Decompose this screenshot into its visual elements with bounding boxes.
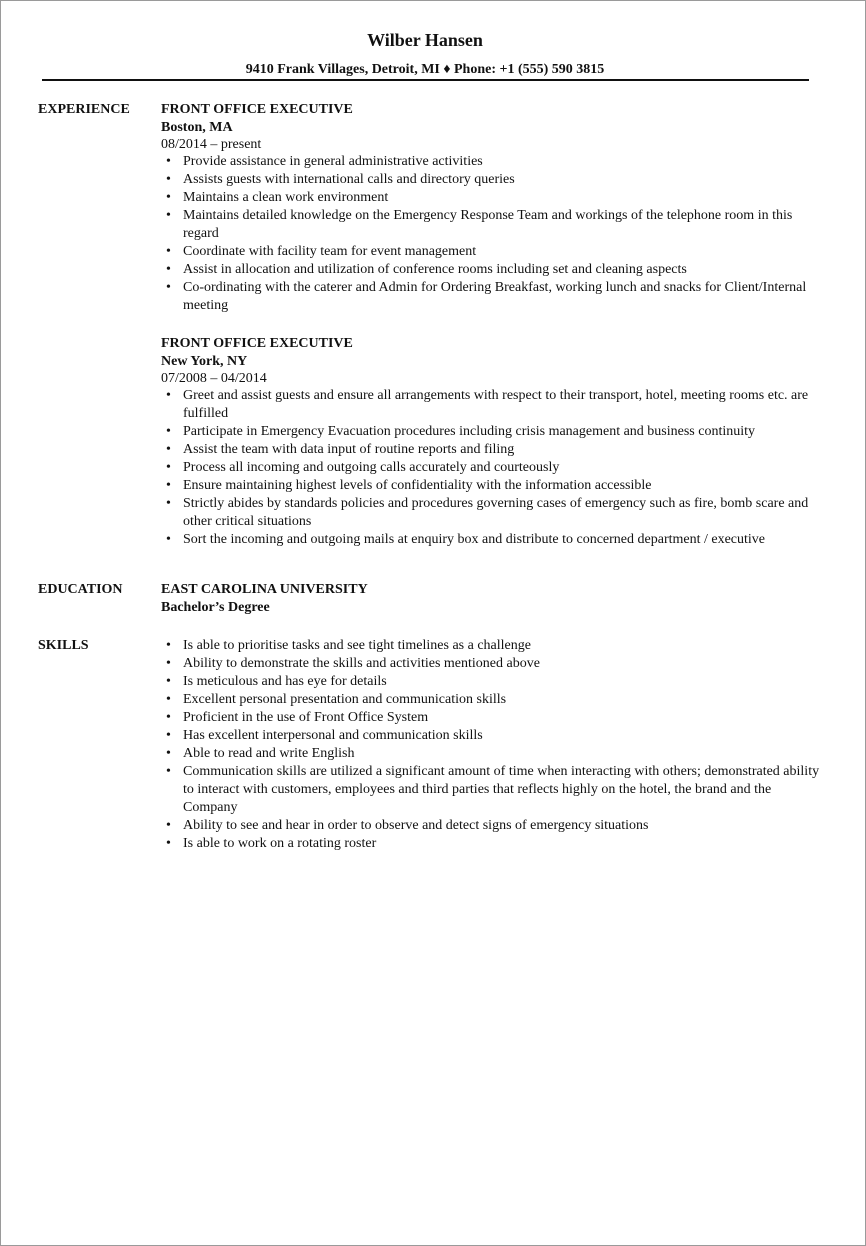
job-entry — [161, 335, 821, 549]
list-item: • Coordinate with facility team for event management — [161, 243, 821, 261]
list-item: • Co-ordinating with the caterer and Admin for Ordering Breakfast, working lunch and snacks for Client/Internal meeting — [161, 279, 821, 315]
job-dates: 08/2014 – present — [161, 137, 262, 152]
header-divider — [42, 79, 809, 81]
list-item: • Sort the incoming and outgoing mails at enquiry box and distribute to concerned department / executive — [161, 531, 821, 549]
job-dates: 07/2008 – 04/2014 — [161, 371, 267, 386]
list-item: • Process all incoming and outgoing calls accurately and courteously — [161, 459, 821, 477]
school-name: EAST CAROLINA UNIVERSITY — [161, 582, 368, 597]
list-item: • Assist in allocation and utilization of conference rooms including set and cleaning aspects — [161, 261, 821, 279]
job-location: Boston, MA — [161, 120, 233, 135]
list-item: • Ability to demonstrate the skills and activities mentioned above — [161, 655, 821, 673]
list-item: • Provide assistance in general administrative activities — [161, 153, 821, 171]
list-item: • Maintains detailed knowledge on the Emergency Response Team and workings of the telephone room in this regard — [161, 207, 821, 243]
list-item: • Assists guests with international calls and directory queries — [161, 171, 821, 189]
job-title: FRONT OFFICE EXECUTIVE — [161, 336, 353, 351]
list-item: • Able to read and write English — [161, 745, 821, 763]
experience-body — [161, 101, 821, 563]
list-item: • Communication skills are utilized a significant amount of time when interacting with others; demonstrated ability to interact with customers, employees and third parties that reflects highly on the hotel, the brand and the Company — [161, 763, 821, 817]
job-entry — [161, 101, 821, 315]
list-item: • Ensure maintaining highest levels of confidentiality with the information accessible — [161, 477, 821, 495]
list-item: • Excellent personal presentation and communication skills — [161, 691, 821, 709]
degree: Bachelor’s Degree — [161, 600, 270, 615]
candidate-name: Wilber Hansen — [367, 30, 483, 50]
skills-body — [161, 637, 821, 853]
list-item: • Greet and assist guests and ensure all arrangements with respect to their transport, hotel, meeting rooms etc. are fulfilled — [161, 387, 821, 423]
job-bullets — [161, 387, 821, 549]
job-title: FRONT OFFICE EXECUTIVE — [161, 102, 353, 117]
resume-header — [40, 28, 810, 79]
job-bullets — [161, 153, 821, 315]
section-label-education: EDUCATION — [38, 582, 123, 597]
list-item: • Has excellent interpersonal and communication skills — [161, 727, 821, 745]
section-label-experience: EXPERIENCE — [38, 102, 130, 117]
education-body — [161, 581, 821, 617]
list-item: • Assist the team with data input of routine reports and filing — [161, 441, 821, 459]
list-item: • Ability to see and hear in order to observe and detect signs of emergency situations — [161, 817, 821, 835]
job-location: New York, NY — [161, 354, 248, 369]
list-item: • Maintains a clean work environment — [161, 189, 821, 207]
list-item: • Proficient in the use of Front Office System — [161, 709, 821, 727]
skills-list — [161, 637, 821, 853]
list-item: • Strictly abides by standards policies and procedures governing cases of emergency such as fire, bomb scare and other critical situations — [161, 495, 821, 531]
section-label-skills: SKILLS — [38, 638, 89, 653]
list-item: • Participate in Emergency Evacuation procedures including crisis management and business continuity — [161, 423, 821, 441]
contact-line: 9410 Frank Villages, Detroit, MI ♦ Phone: +1 (555) 590 3815 — [245, 62, 605, 77]
list-item: • Is meticulous and has eye for details — [161, 673, 821, 691]
list-item: • Is able to work on a rotating roster — [161, 835, 821, 853]
list-item: • Is able to prioritise tasks and see tight timelines as a challenge — [161, 637, 821, 655]
